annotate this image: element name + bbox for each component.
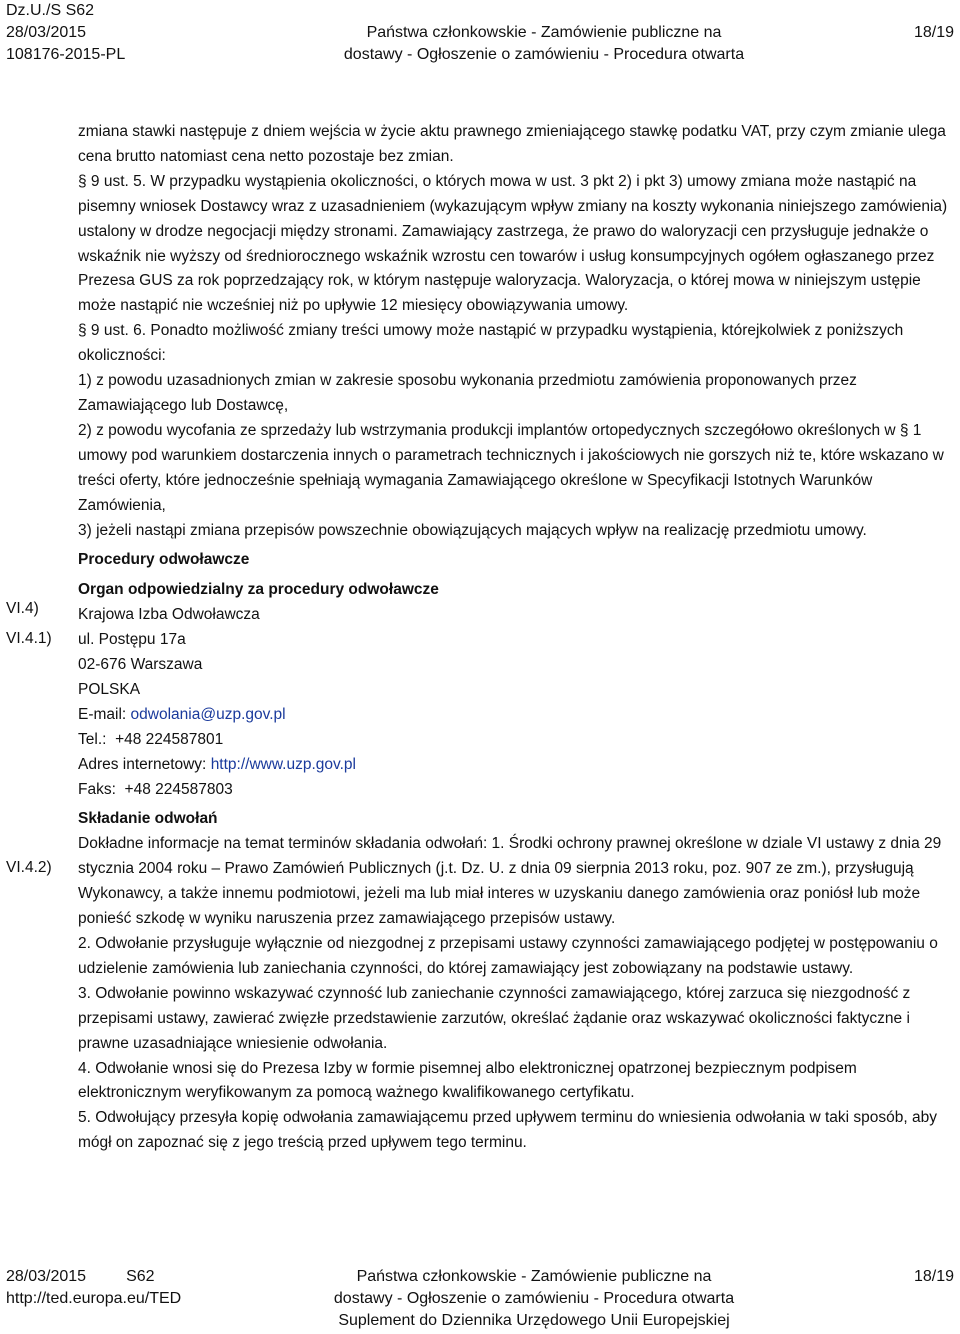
body-country: POLSKA xyxy=(78,680,141,698)
footer-center xyxy=(294,1266,774,1332)
section-label-vi4: VI.4) xyxy=(6,600,39,617)
footer-code: S62 xyxy=(126,1268,155,1285)
footer-date: 28/03/2015 xyxy=(6,1268,87,1285)
section-label-vi41: VI.4.1) xyxy=(6,630,52,647)
header-center xyxy=(334,22,754,66)
paragraph: 4. Odwołanie wnosi się do Prezesa Izby w formie pisemnej albo elektronicznej opatrzonej bezpiecznym podpisem elektronicznym weryfikowanym za pomocą ważnego kwalifikowanego certyfikatu. xyxy=(78,1059,857,1102)
email-label: E-mail: xyxy=(78,705,127,723)
email-line xyxy=(78,703,948,728)
header-date: 28/03/2015 xyxy=(6,24,87,41)
fax-value: +48 224587803 xyxy=(124,780,233,798)
section-label-vi42: VI.4.2) xyxy=(6,859,52,876)
header-title-line1: Państwa członkowskie - Zamówienie publiczne na xyxy=(366,24,722,41)
footer-left xyxy=(6,1266,181,1310)
paragraph: § 9 ust. 6. Ponadto możliwość zmiany treści umowy może nastąpić w przypadku wystąpienia, którejkolwiek z poniższych okoliczności: xyxy=(78,322,904,365)
section-title-vi42: Składanie odwołań xyxy=(78,810,218,828)
body-name: Krajowa Izba Odwoławcza xyxy=(78,606,260,624)
web-link[interactable]: http://www.uzp.gov.pl xyxy=(210,755,356,773)
footer-url[interactable]: http://ted.europa.eu/TED xyxy=(6,1290,182,1307)
body-city: 02-676 Warszawa xyxy=(78,656,203,674)
paragraph: zmiana stawki następuje z dniem wejścia w życie aktu prawnego zmieniającego stawkę podatku VAT, przy czym zmianie ulega cena brutto natomiast cena netto pozostaje bez zmian. xyxy=(78,123,946,165)
tel-value: +48 224587801 xyxy=(115,730,224,748)
fax-line xyxy=(78,778,948,803)
header-journal-ref: Dz.U./S S62 xyxy=(6,2,95,19)
footer-title-line1: Państwa członkowskie - Zamówienie publiczne na xyxy=(356,1268,712,1285)
paragraph: 3) jeżeli nastąpi zmiana przepisów powszechnie obowiązujących mających wpływ na realizację przedmiotu umowy. xyxy=(78,521,867,539)
paragraph: Dokładne informacje na temat terminów składania odwołań: 1. Środki ochrony prawnej określone w dziale VI ustawy z dnia 29 stycznia 2004 roku – Prawo Zamówień Publicznych (j.t. Dz. U. z dnia 09 sierpnia 2013 roku, poz. 907 ze zm.), przysługują Wykonawcy, a także innemu podmiotowi, jeżeli ma lub miał interes w uzyskaniu danego zamówienia oraz poniósł lub może ponieść szkodę w wyniku naruszenia przez zamawiającego przepisów ustawy. xyxy=(78,835,942,928)
paragraph: 2. Odwołanie przysługuje wyłącznie od niezgodnej z przepisami ustawy czynności zamawiającego podjętej w postępowaniu o udzielenie zamówienia lub zaniechania czynności, do której zamawiający jest zobowiązany na podstawie ustawy. xyxy=(78,935,938,977)
web-label: Adres internetowy: xyxy=(78,755,207,773)
header-notice-id: 108176-2015-PL xyxy=(6,46,126,63)
footer-supplement: Suplement do Dziennika Urzędowego Unii Europejskiej xyxy=(338,1312,730,1329)
paragraph: § 9 ust. 5. W przypadku wystąpienia okoliczności, o których mowa w ust. 3 pkt 2) i pkt 3) umowy zmiana może nastąpić na pisemny wniosek Dostawcy wraz z uzasadnieniem (wykazującym wpływ zmiany na koszty wykonania niniejszego zamówienia) ustalony w drodze negocjacji między stronami. Zamawiający zastrzega, że prawo do waloryzacji cen przysługuje jednakże o wskaźnik nie wyższy od średniorocznego wskaźnik wzrostu cen towarów i usług konsumpcyjnych ogółem ogłaszanego przez Prezesa GUS za rok poprzedzający rok, w którym następuje waloryzacja. Waloryzacja, o której mowa w niniejszym ustępie może nastąpić nie wcześniej niż po upływie 12 miesięcy obowiązywania umowy. xyxy=(78,172,948,315)
paragraph: 1) z powodu uzasadnionych zmian w zakresie sposobu wykonania przedmiotu zamówienia proponowanych przez Zamawiającego lub Dostawcę, xyxy=(78,372,857,414)
email-link[interactable]: odwolania@uzp.gov.pl xyxy=(130,705,286,723)
section-title-vi4: Procedury odwoławcze xyxy=(78,551,250,569)
body-street: ul. Postępu 17a xyxy=(78,631,186,649)
header-left xyxy=(6,0,125,66)
tel-label: Tel.: xyxy=(78,730,107,748)
header-title-line2: dostawy - Ogłoszenie o zamówieniu - Procedura otwarta xyxy=(343,46,745,63)
paragraph: 5. Odwołujący przesyła kopię odwołania zamawiającemu przed upływem terminu do wniesienia odwołania w taki sposób, aby mógł on zapoznać się z jego treścią przed upływem tego terminu. xyxy=(78,1109,937,1152)
paragraph: 2) z powodu wycofania ze sprzedaży lub wstrzymania produkcji implantów ortopedycznych szczegółowo określonych w § 1 umowy pod warunkiem dostarczenia innych o parametrach technicznych i jakościowych nie gorszych niż te, które wskazano w treści oferty, które jednocześnie spełniają wymagania Zamawiającego określone w Specyfikacji Istotnych Warunków Zamówienia, xyxy=(78,421,944,514)
footer-page-number: 18/19 xyxy=(913,1268,954,1285)
tel-line xyxy=(78,728,948,753)
web-line xyxy=(78,753,948,778)
document-body xyxy=(78,120,948,1156)
section-title-vi41: Organ odpowiedzialny za procedury odwoławcze xyxy=(78,581,439,599)
footer-title-line2: dostawy - Ogłoszenie o zamówieniu - Procedura otwarta xyxy=(333,1290,735,1307)
paragraph: 3. Odwołanie powinno wskazywać czynność lub zaniechanie czynności zamawiającego, której zarzuca się niezgodność z przepisami ustawy, zawierać zwięzłe przedstawienie zarzutów, określać żądanie oraz wskazywać okoliczności faktyczne i prawne uzasadniające wniesienie odwołania. xyxy=(78,984,911,1052)
fax-label: Faks: xyxy=(78,780,116,798)
header-page-number: 18/19 xyxy=(913,24,954,41)
